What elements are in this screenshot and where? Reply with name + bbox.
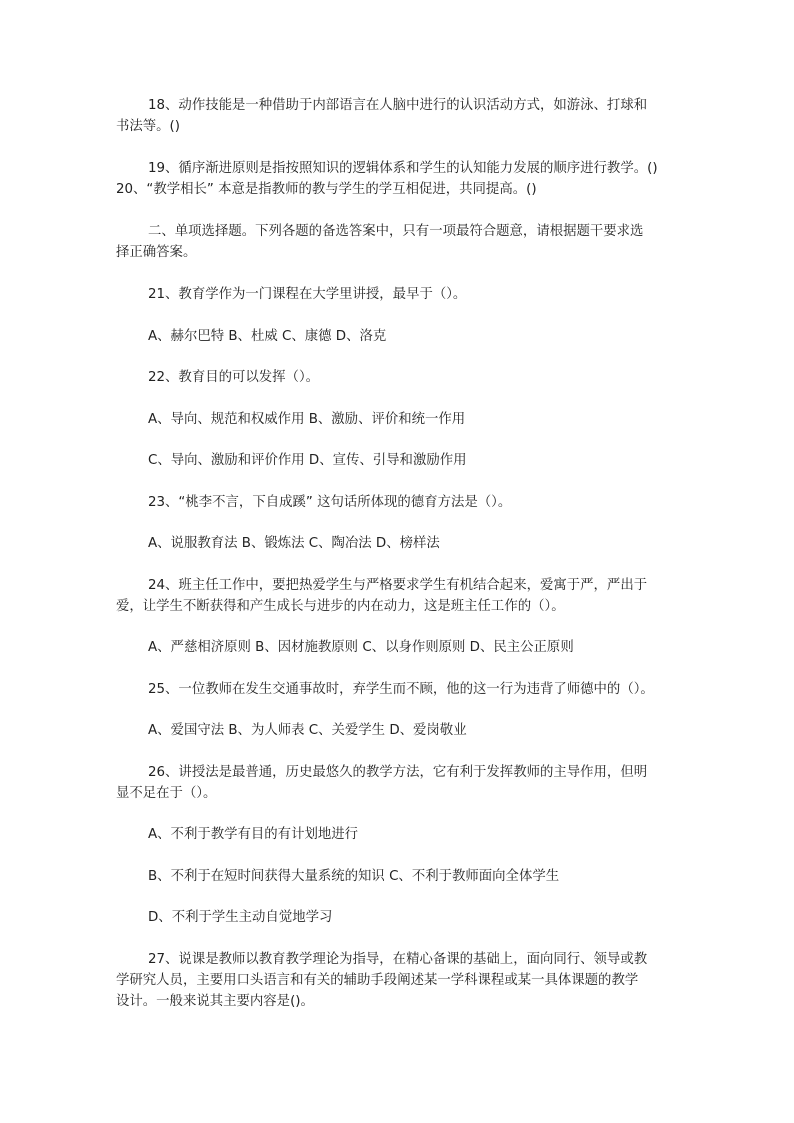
question-18-line-1: 18、动作技能是一种借助于内部语言在人脑中进行的认识活动方式，如游泳、打球和 (148, 98, 648, 113)
section-2-heading (116, 221, 686, 263)
question-26 (116, 762, 686, 804)
question-20: 20、“教学相长” 本意是指教师的教与学生的学互相促进，共同提高。() (116, 182, 537, 197)
question-23-options: A、说服教育法 B、锻炼法 C、陶冶法 D、榜样法 (148, 536, 440, 551)
question-25-options: A、爱国守法 B、为人师表 C、关爱学生 D、爱岗敬业 (148, 723, 467, 738)
question-26-option-a: A、不利于教学有目的有计划地进行 (148, 827, 359, 842)
question-26-option-d: D、不利于学生主动自觉地学习 (148, 910, 333, 925)
question-23-stem: 23、“桃李不言，下自成蹊” 这句话所体现的德育方法是（）。 (148, 495, 512, 510)
question-21-stem: 21、教育学作为一门课程在大学里讲授，最早于（）。 (148, 287, 467, 302)
question-19: 19、循序渐进原则是指按照知识的逻辑体系和学生的认知能力发展的顺序进行教学。() (148, 161, 658, 176)
question-26-line-2: 显不足在于（）。 (116, 786, 217, 801)
section-2-line-1: 二、单项选择题。下列各题的备选答案中，只有一项最符合题意，请根据题干要求选 (148, 224, 644, 239)
question-27 (116, 949, 686, 1012)
question-27-line-1: 27、说课是教师以教育教学理论为指导，在精心备课的基础上，面向同行、领导或教 (148, 952, 648, 967)
question-25-stem: 25、一位教师在发生交通事故时，弃学生而不顾，他的这一行为违背了师德中的（）。 (148, 682, 654, 697)
question-22-options-2: C、导向、激励和评价作用 D、宣传、引导和激励作用 (148, 453, 467, 468)
question-26-line-1: 26、讲授法是最普通，历史最悠久的教学方法，它有利于发挥教师的主导作用，但明 (148, 765, 648, 780)
question-18 (116, 95, 686, 137)
question-24-line-2: 爱，让学生不断获得和产生成长与进步的内在动力，这是班主任工作的（）。 (116, 599, 565, 614)
question-22-options-1: A、导向、规范和权威作用 B、激励、评价和统一作用 (148, 412, 466, 427)
question-24-line-1: 24、班主任工作中，要把热爱学生与严格要求学生有机结合起来，爱寓于严，严出于 (148, 578, 648, 593)
question-24 (116, 575, 686, 617)
question-26-option-bc: B、不利于在短时间获得大量系统的知识 C、不利于教师面向全体学生 (148, 869, 560, 884)
question-18-line-2: 书法等。() (116, 119, 181, 134)
question-19-20 (116, 158, 686, 200)
question-21-options: A、赫尔巴特 B、杜威 C、康德 D、洛克 (148, 329, 387, 344)
question-24-options: A、严慈相济原则 B、因材施教原则 C、以身作则原则 D、民主公正原则 (148, 640, 574, 655)
question-22-stem: 22、教育目的可以发挥（）。 (148, 370, 320, 385)
question-27-line-2: 学研究人员，主要用口头语言和有关的辅助手段阐述某一学科课程或某一具体课题的教学 (116, 973, 639, 988)
section-2-line-2: 择正确答案。 (116, 245, 197, 260)
question-27-line-3: 设计。一般来说其主要内容是()。 (116, 994, 314, 1009)
